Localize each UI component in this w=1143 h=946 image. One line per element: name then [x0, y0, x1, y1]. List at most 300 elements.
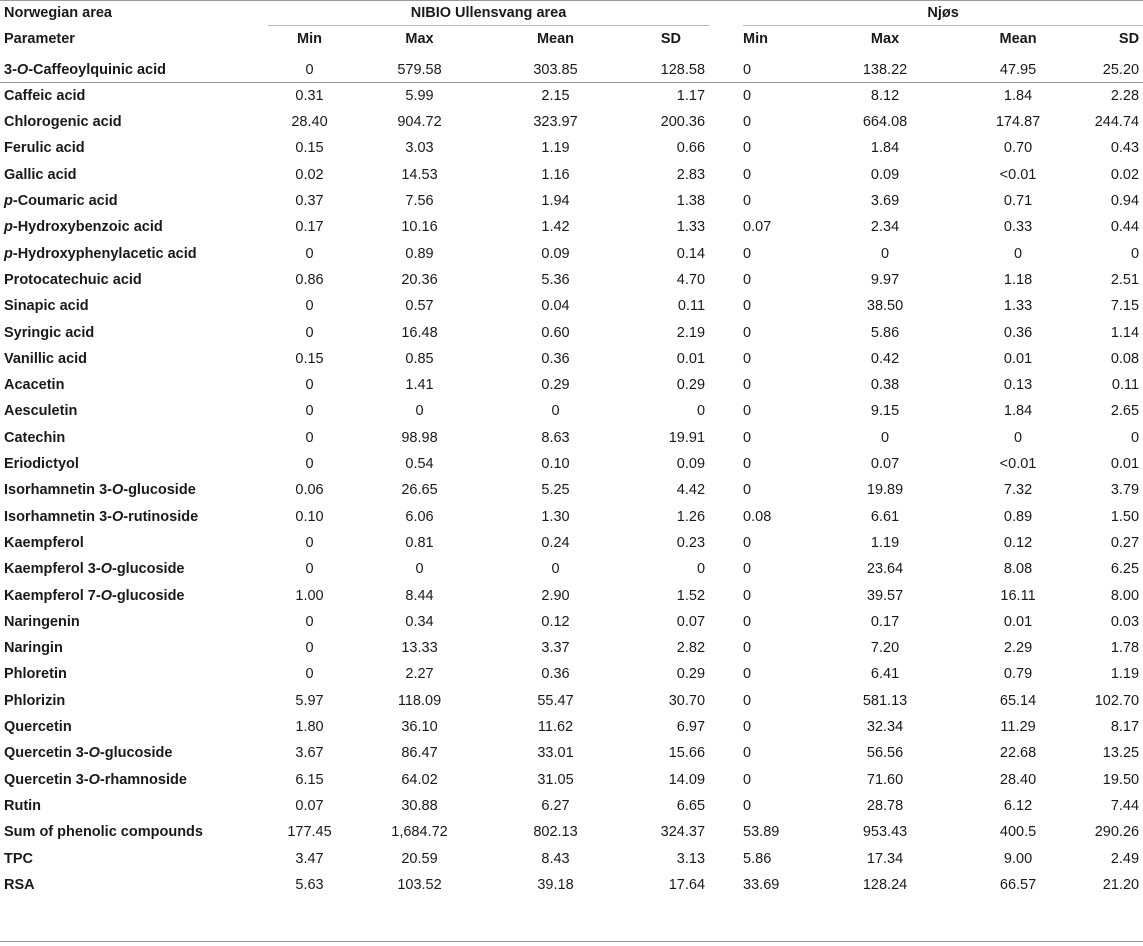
table-row [0, 740, 1143, 766]
value-cell: 1.17 [676, 87, 706, 104]
value-cell: 0.71 [1003, 193, 1033, 210]
value-cell: 0 [743, 587, 752, 604]
col-header-mean-1: Mean [536, 31, 575, 48]
value-cell: 0 [880, 429, 890, 446]
value-cell: 0.12 [1003, 534, 1033, 551]
table-row [0, 372, 1143, 398]
value-cell: 39.18 [537, 876, 574, 893]
value-cell: 0 [743, 745, 752, 762]
value-cell: 0.17 [870, 613, 900, 630]
table-row [0, 398, 1143, 424]
value-cell: 0.42 [870, 350, 900, 367]
parameter-name: Rutin [4, 797, 42, 814]
value-cell: 0.11 [1111, 377, 1140, 394]
value-cell: 0 [415, 403, 424, 420]
value-cell: 7.56 [405, 193, 434, 210]
parameter-name: RSA [4, 876, 35, 893]
value-cell: 2.49 [1110, 850, 1140, 867]
value-cell: 0.03 [1110, 613, 1140, 630]
value-cell: 26.65 [401, 482, 438, 499]
value-cell: 1,684.72 [391, 824, 448, 841]
value-cell: 10.16 [401, 219, 438, 236]
value-cell: 21.20 [1102, 876, 1140, 893]
parameter-name: Quercetin 3-O-rhamnoside [4, 771, 187, 788]
value-cell: 71.60 [866, 771, 904, 788]
value-cell: 0.09 [676, 456, 706, 473]
value-cell: 0.37 [295, 193, 324, 210]
parameter-name: Acacetin [4, 377, 65, 394]
value-cell: 1.78 [1110, 640, 1140, 657]
value-cell: 1.84 [870, 140, 900, 157]
value-cell: 0.24 [541, 534, 570, 551]
value-cell: 8.44 [405, 587, 434, 604]
value-cell: 904.72 [397, 114, 442, 131]
value-cell: 0 [743, 377, 752, 394]
value-cell: 0.86 [295, 271, 324, 288]
table-row [0, 320, 1143, 346]
value-cell: 0 [743, 271, 752, 288]
value-cell: 11.62 [537, 719, 574, 736]
value-cell: 1.19 [870, 534, 900, 551]
table-row [0, 241, 1143, 267]
value-cell: 2.27 [405, 666, 434, 683]
value-cell: 0.04 [541, 298, 570, 315]
value-cell: 53.89 [743, 824, 780, 841]
value-cell: 953.43 [862, 824, 908, 841]
value-cell: 7.44 [1110, 797, 1140, 814]
value-cell: 1.33 [676, 219, 706, 236]
value-cell: 128.58 [660, 61, 706, 78]
value-cell: 0 [743, 640, 752, 657]
value-cell: 0 [743, 87, 752, 104]
value-cell: 103.52 [397, 876, 442, 893]
value-cell: 0 [743, 534, 752, 551]
parameter-name: Ferulic acid [4, 140, 85, 157]
value-cell: 5.99 [405, 87, 434, 104]
value-cell: 0 [415, 561, 424, 578]
value-cell: 0 [743, 403, 752, 420]
value-cell: 0 [305, 613, 314, 630]
value-cell: 0 [743, 324, 752, 341]
value-cell: 1.94 [541, 193, 570, 210]
table-row [0, 583, 1143, 609]
parameter-name: p-Hydroxybenzoic acid [4, 219, 163, 236]
table-row [0, 714, 1143, 740]
value-cell: 1.50 [1110, 508, 1140, 525]
value-cell: 0 [743, 193, 752, 210]
table-body [0, 53, 1143, 899]
value-cell: 579.58 [397, 61, 442, 78]
value-cell: 19.91 [668, 429, 706, 446]
value-cell: 1.14 [1110, 324, 1140, 341]
header-rule [0, 82, 1143, 83]
value-cell: 102.70 [1094, 692, 1140, 709]
value-cell: 0.38 [870, 377, 900, 394]
value-cell: 28.40 [291, 114, 328, 131]
value-cell: 2.34 [870, 219, 900, 236]
value-cell: 0.08 [743, 508, 772, 525]
value-cell: 1.42 [541, 219, 570, 236]
value-cell: 0 [743, 482, 752, 499]
parameter-name: Chlorogenic acid [4, 114, 122, 131]
value-cell: 0.02 [295, 166, 324, 183]
value-cell: 0.89 [1003, 508, 1033, 525]
value-cell: 0 [1013, 429, 1023, 446]
value-cell: 9.15 [870, 403, 900, 420]
value-cell: 0 [305, 403, 314, 420]
value-cell: 0.36 [541, 666, 570, 683]
parameter-name: Sum of phenolic compounds [4, 824, 203, 841]
value-cell: 7.32 [1003, 482, 1033, 499]
value-cell: 0 [305, 245, 314, 262]
value-cell: 177.45 [287, 824, 332, 841]
value-cell: 86.47 [401, 745, 438, 762]
value-cell: 6.06 [405, 508, 434, 525]
value-cell: 19.50 [1102, 771, 1140, 788]
header-row-columns [0, 26, 1143, 52]
value-cell: 0.29 [676, 377, 706, 394]
value-cell: 0.01 [676, 350, 706, 367]
value-cell: 33.69 [743, 876, 780, 893]
value-cell: 65.14 [999, 692, 1037, 709]
value-cell: 3.67 [295, 745, 324, 762]
value-cell: 1.18 [1003, 271, 1033, 288]
value-cell: 3.79 [1110, 482, 1140, 499]
table-row [0, 109, 1143, 135]
value-cell: 400.5 [999, 824, 1037, 841]
value-cell: 4.42 [676, 482, 706, 499]
value-cell: 174.87 [995, 114, 1041, 131]
value-cell: 0.31 [295, 87, 324, 104]
value-cell: 0.17 [295, 219, 324, 236]
value-cell: 0.11 [677, 298, 706, 315]
table-row [0, 767, 1143, 793]
value-cell: 0.15 [295, 140, 324, 157]
value-cell: 1.41 [405, 377, 434, 394]
value-cell: 3.47 [295, 850, 324, 867]
parameter-name: Phlorizin [4, 692, 66, 709]
value-cell: 5.97 [295, 692, 324, 709]
value-cell: 0 [305, 324, 314, 341]
table-row [0, 504, 1143, 530]
parameter-name: Aesculetin [4, 403, 78, 420]
value-cell: 1.00 [295, 587, 324, 604]
value-cell: 6.15 [295, 771, 324, 788]
value-cell: 2.65 [1110, 403, 1140, 420]
parameter-name: p-Hydroxyphenylacetic acid [4, 245, 197, 262]
value-cell: 9.00 [1003, 850, 1033, 867]
value-cell: 6.61 [870, 508, 900, 525]
value-cell: 0 [743, 429, 752, 446]
parameter-name: Isorhamnetin 3-O-glucoside [4, 482, 196, 499]
value-cell: 0.54 [405, 456, 434, 473]
value-cell: 2.90 [541, 587, 570, 604]
value-cell: 3.13 [676, 850, 706, 867]
value-cell: 0 [1131, 429, 1140, 446]
value-cell: 20.36 [401, 271, 438, 288]
table-row [0, 214, 1143, 240]
value-cell: 0.14 [676, 245, 706, 262]
table-row [0, 346, 1143, 372]
table-row [0, 57, 1143, 83]
value-cell: 31.05 [537, 771, 574, 788]
table-row [0, 451, 1143, 477]
value-cell: 0 [696, 403, 706, 420]
value-cell: 16.11 [1000, 587, 1036, 604]
table-row [0, 293, 1143, 319]
value-cell: 98.98 [401, 429, 438, 446]
value-cell: 6.65 [676, 797, 706, 814]
table-row [0, 819, 1143, 845]
value-cell: 1.16 [541, 166, 570, 183]
value-cell: 15.66 [668, 745, 706, 762]
parameter-name: Eriodictyol [4, 456, 79, 473]
table-row [0, 609, 1143, 635]
parameter-name: Kaempferol 7-O-glucoside [4, 587, 185, 604]
value-cell: 0.36 [1003, 324, 1033, 341]
value-cell: 0.23 [676, 534, 706, 551]
value-cell: 0.60 [541, 324, 570, 341]
value-cell: 0.94 [1110, 193, 1140, 210]
table-row [0, 425, 1143, 451]
table-row [0, 162, 1143, 188]
table-row [0, 477, 1143, 503]
value-cell: 5.36 [541, 271, 570, 288]
value-cell: 66.57 [999, 876, 1037, 893]
norwegian-area-label: Norwegian area [4, 5, 112, 21]
table-row [0, 661, 1143, 687]
value-cell: 1.38 [676, 193, 706, 210]
value-cell: 1.19 [1110, 666, 1140, 683]
col-header-max-2: Max [870, 31, 900, 48]
value-cell: 8.43 [541, 850, 570, 867]
parameter-name: Naringenin [4, 613, 80, 630]
value-cell: 0 [305, 298, 314, 315]
value-cell: 0 [305, 429, 314, 446]
value-cell: 55.47 [537, 692, 574, 709]
value-cell: 0.01 [1110, 456, 1140, 473]
parameter-name: Naringin [4, 640, 63, 657]
table-row [0, 135, 1143, 161]
value-cell: 13.25 [1102, 745, 1140, 762]
value-cell: 9.97 [870, 271, 900, 288]
value-cell: 6.12 [1003, 797, 1033, 814]
value-cell: 0.44 [1110, 219, 1140, 236]
header-row-groups [0, 0, 1143, 26]
value-cell: 0.12 [541, 613, 570, 630]
value-cell: 0.09 [870, 166, 900, 183]
parameter-name: 3-O-Caffeoylquinic acid [4, 61, 166, 78]
parameter-name: Protocatechuic acid [4, 271, 142, 288]
value-cell: 0.09 [541, 245, 570, 262]
value-cell: <0.01 [999, 166, 1037, 183]
value-cell: 0 [743, 456, 752, 473]
value-cell: 0 [743, 719, 752, 736]
value-cell: 0 [743, 692, 752, 709]
value-cell: 8.00 [1110, 587, 1140, 604]
parameter-name: Kaempferol 3-O-glucoside [4, 561, 185, 578]
value-cell: 5.25 [541, 482, 570, 499]
value-cell: 0 [743, 245, 752, 262]
value-cell: 0 [743, 613, 752, 630]
value-cell: 6.27 [541, 797, 570, 814]
value-cell: 6.25 [1110, 561, 1140, 578]
col-header-mean-2: Mean [999, 31, 1037, 48]
value-cell: 2.82 [676, 640, 706, 657]
value-cell: 0.33 [1003, 219, 1033, 236]
value-cell: 303.85 [533, 61, 578, 78]
value-cell: 0.43 [1110, 140, 1140, 157]
value-cell: 7.20 [870, 640, 900, 657]
value-cell: 0.07 [295, 797, 324, 814]
value-cell: 118.09 [397, 692, 442, 709]
value-cell: 0 [1013, 245, 1023, 262]
value-cell: 0 [305, 561, 314, 578]
value-cell: 17.64 [668, 876, 706, 893]
parameter-name: Sinapic acid [4, 298, 89, 315]
parameter-name: Quercetin 3-O-glucoside [4, 745, 173, 762]
value-cell: 64.02 [401, 771, 438, 788]
table-row [0, 846, 1143, 872]
col-header-min-1: Min [297, 31, 322, 48]
parameter-name: Caffeic acid [4, 87, 86, 104]
value-cell: 1.19 [541, 140, 570, 157]
value-cell: 7.15 [1110, 298, 1140, 315]
value-cell: 664.08 [862, 114, 908, 131]
col-header-sd-2: SD [1118, 31, 1140, 48]
value-cell: 0.66 [676, 140, 706, 157]
parameter-name: p-Coumaric acid [4, 193, 118, 210]
value-cell: 0.81 [405, 534, 434, 551]
value-cell: 0 [305, 640, 314, 657]
value-cell: 36.10 [401, 719, 438, 736]
value-cell: 0 [743, 114, 752, 131]
value-cell: 1.84 [1003, 87, 1033, 104]
value-cell: 13.33 [401, 640, 438, 657]
value-cell: 0.02 [1110, 166, 1140, 183]
value-cell: 8.63 [541, 429, 570, 446]
value-cell: 2.28 [1110, 87, 1140, 104]
value-cell: 0 [743, 61, 752, 78]
value-cell: 30.88 [401, 797, 438, 814]
value-cell: 0.70 [1003, 140, 1033, 157]
value-cell: 290.26 [1094, 824, 1140, 841]
value-cell: 14.53 [401, 166, 438, 183]
table-row [0, 83, 1143, 109]
parameter-name: Quercetin [4, 719, 72, 736]
value-cell: 323.97 [533, 114, 578, 131]
value-cell: 5.86 [743, 850, 772, 867]
value-cell: 14.09 [668, 771, 706, 788]
value-cell: 3.69 [870, 193, 900, 210]
value-cell: 2.83 [676, 166, 706, 183]
value-cell: 244.74 [1094, 114, 1140, 131]
value-cell: 1.80 [295, 719, 324, 736]
value-cell: 5.63 [295, 876, 324, 893]
value-cell: 1.26 [676, 508, 706, 525]
parameter-name: TPC [4, 850, 33, 867]
value-cell: 0 [1131, 245, 1140, 262]
value-cell: 6.97 [676, 719, 706, 736]
table-row [0, 793, 1143, 819]
value-cell: 20.59 [401, 850, 438, 867]
value-cell: 19.89 [866, 482, 904, 499]
value-cell: 0.13 [1003, 377, 1033, 394]
value-cell: 0.01 [1003, 350, 1033, 367]
parameter-name: Vanillic acid [4, 350, 88, 367]
value-cell: 1.52 [676, 587, 706, 604]
value-cell: 0.89 [405, 245, 434, 262]
group-njos: Njøs [743, 0, 1143, 26]
value-cell: 0.10 [295, 508, 324, 525]
value-cell: 128.24 [862, 876, 908, 893]
parameter-name: Isorhamnetin 3-O-rutinoside [4, 508, 199, 525]
value-cell: 0.29 [541, 377, 570, 394]
group-nibio-ullensvang: NIBIO Ullensvang area [268, 0, 709, 26]
value-cell: 30.70 [668, 692, 706, 709]
value-cell: 8.12 [870, 87, 900, 104]
value-cell: 0.29 [676, 666, 706, 683]
col-header-max-1: Max [405, 31, 434, 48]
table-row [0, 267, 1143, 293]
value-cell: 2.29 [1003, 640, 1033, 657]
table-row [0, 635, 1143, 661]
table-row [0, 188, 1143, 214]
value-cell: 0.57 [405, 298, 434, 315]
value-cell: 0 [743, 797, 752, 814]
value-cell: 0 [743, 771, 752, 788]
value-cell: 1.33 [1003, 298, 1033, 315]
parameter-header: Parameter [4, 31, 75, 48]
value-cell: 802.13 [533, 824, 578, 841]
value-cell: 0.07 [676, 613, 706, 630]
value-cell: 22.68 [999, 745, 1037, 762]
parameter-name: Kaempferol [4, 534, 84, 551]
value-cell: 0.07 [743, 219, 772, 236]
value-cell: 138.22 [862, 61, 908, 78]
value-cell: 2.15 [541, 87, 570, 104]
value-cell: 0 [743, 350, 752, 367]
value-cell: 11.29 [1000, 719, 1036, 736]
value-cell: 0.10 [541, 456, 570, 473]
parameter-name: Gallic acid [4, 166, 77, 183]
value-cell: 581.13 [862, 692, 908, 709]
table-row [0, 530, 1143, 556]
value-cell: 3.03 [405, 140, 434, 157]
value-cell: 0.79 [1003, 666, 1033, 683]
value-cell: 0 [743, 140, 752, 157]
value-cell: 0 [551, 403, 560, 420]
value-cell: 5.86 [870, 324, 900, 341]
value-cell: 0 [551, 561, 560, 578]
value-cell: 6.41 [870, 666, 900, 683]
value-cell: 200.36 [660, 114, 706, 131]
value-cell: 3.37 [541, 640, 570, 657]
value-cell: 0.15 [295, 350, 324, 367]
value-cell: 0 [305, 61, 314, 78]
value-cell: 23.64 [866, 561, 904, 578]
value-cell: 1.84 [1003, 403, 1033, 420]
value-cell: 0 [305, 534, 314, 551]
value-cell: 33.01 [537, 745, 574, 762]
table-bottom-rule [0, 941, 1143, 942]
value-cell: 47.95 [999, 61, 1037, 78]
value-cell: 0.36 [541, 350, 570, 367]
value-cell: 1.30 [541, 508, 570, 525]
value-cell: 32.34 [866, 719, 904, 736]
table-row [0, 872, 1143, 898]
value-cell: 0 [743, 166, 752, 183]
